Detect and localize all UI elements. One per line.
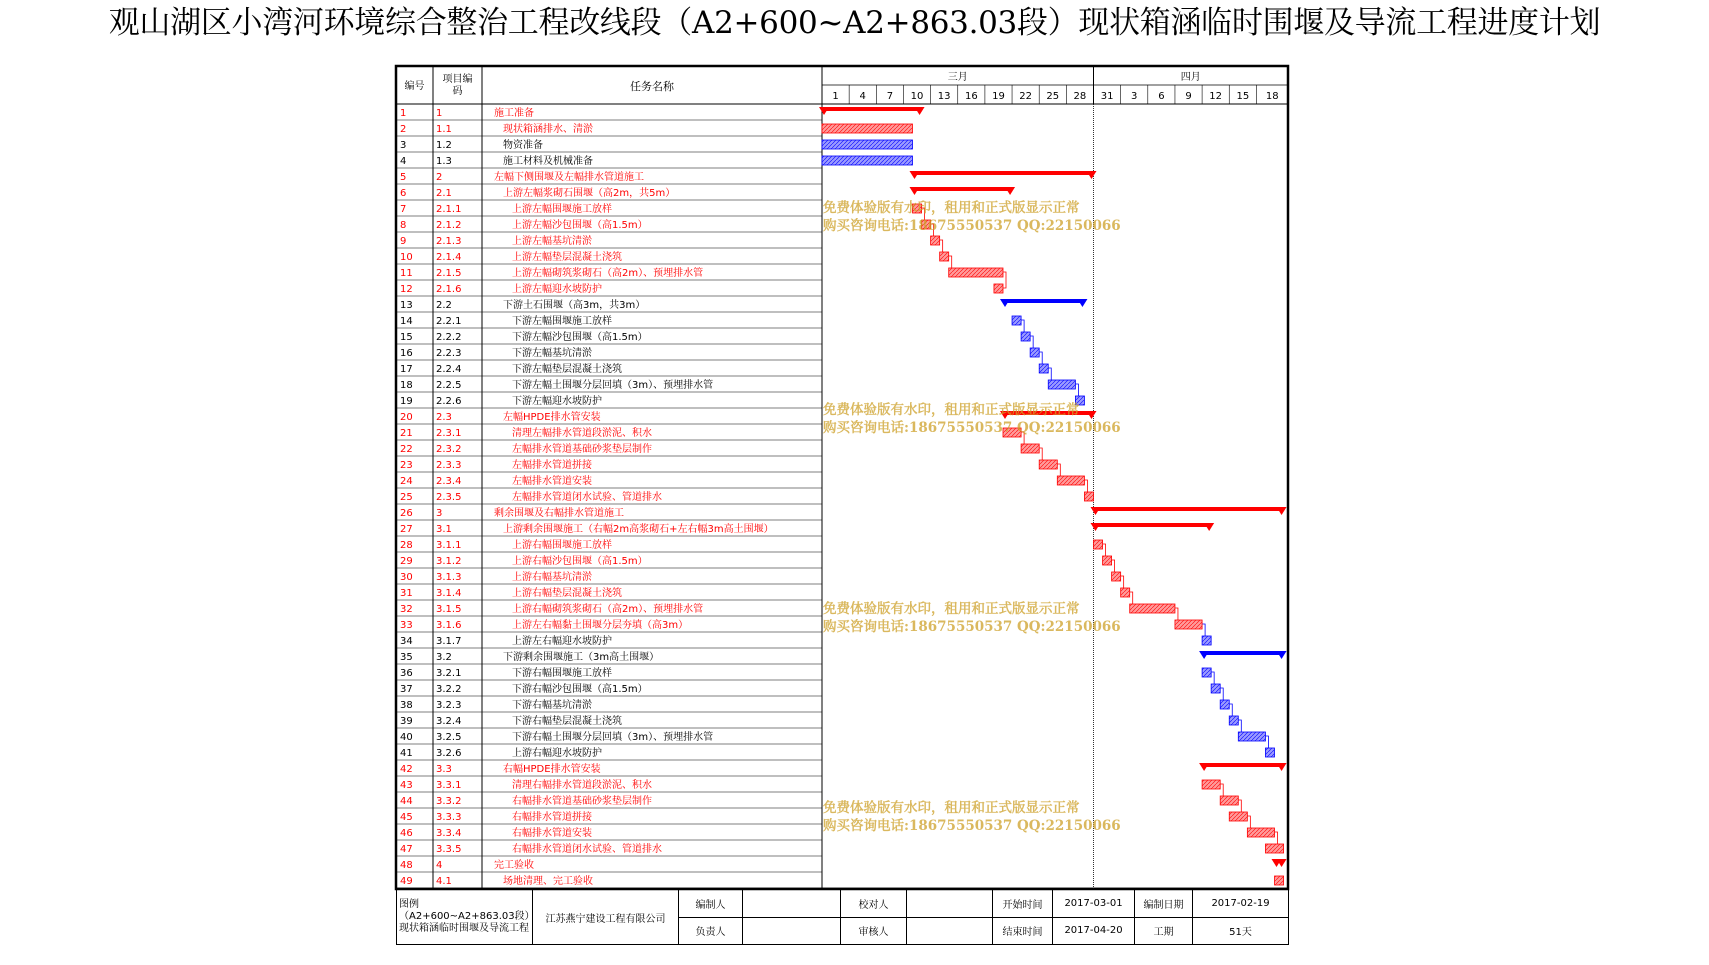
task-name: 左幅排水管道闭水试验、管道排水	[512, 492, 662, 503]
task-wbs: 3.1.3	[436, 572, 462, 583]
day-label: 10	[910, 91, 924, 102]
task-wbs: 3.2.4	[436, 716, 462, 727]
task-number: 7	[400, 204, 407, 215]
task-bar	[1021, 444, 1039, 453]
task-number: 10	[400, 252, 413, 263]
task-wbs: 3.2	[436, 652, 452, 663]
task-name: 下游左幅围堰施工放样	[512, 316, 612, 327]
column-header-task: 任务名称	[630, 80, 674, 93]
task-wbs: 3.2.5	[436, 732, 462, 743]
task-wbs: 1	[436, 108, 443, 119]
task-name: 剩余围堰及右幅排水管道施工	[494, 508, 624, 519]
task-name: 上游左幅迎水坡防护	[512, 284, 602, 295]
task-wbs: 4.1	[436, 876, 452, 887]
task-bar	[1048, 380, 1075, 389]
task-number: 18	[400, 380, 413, 391]
watermark: 免费体验版有水印，租用和正式版显示正常 购买咨询电话:18675550537 QQ:22150066	[823, 601, 1121, 635]
task-wbs: 3.3.3	[436, 812, 462, 823]
task-name: 左幅排水管道基础砂浆垫层制作	[512, 444, 652, 455]
task-wbs: 3.3.1	[436, 780, 462, 791]
summary-bar	[819, 107, 925, 115]
day-label: 15	[1236, 91, 1250, 102]
task-bar	[1112, 572, 1121, 581]
task-bar	[940, 252, 949, 261]
day-label: 22	[1019, 91, 1032, 102]
day-label: 4	[859, 91, 866, 102]
task-name: 场地清理、完工验收	[503, 876, 593, 887]
task-wbs: 3.3.2	[436, 796, 462, 807]
task-wbs: 2	[436, 172, 443, 183]
task-number: 23	[400, 460, 413, 471]
task-number: 15	[400, 332, 413, 343]
task-name: 下游右幅垫层混凝土浇筑	[512, 716, 622, 727]
task-name: 上游左幅基坑清淤	[512, 236, 592, 247]
day-label: 1	[832, 91, 839, 102]
task-number: 17	[400, 364, 413, 375]
task-wbs: 2.2.5	[436, 380, 462, 391]
column-header-wbs: 项目编	[442, 74, 473, 85]
task-name: 右幅排水管道拼接	[512, 812, 592, 823]
task-bar	[1238, 732, 1265, 741]
task-wbs: 2.2.6	[436, 396, 462, 407]
task-number: 31	[400, 588, 413, 599]
task-wbs: 1.2	[436, 140, 452, 151]
task-name: 上游右幅基坑清淤	[512, 572, 592, 583]
day-label: 28	[1073, 91, 1087, 102]
task-wbs: 3.1	[436, 524, 452, 535]
company-name: 江苏燕宁建设工程有限公司	[533, 890, 679, 945]
day-label: 3	[1131, 91, 1138, 102]
task-wbs: 2.1.2	[436, 220, 462, 231]
checker-label: 校对人	[841, 890, 907, 918]
task-name: 上游左幅砌筑浆砌石（高2m）、预埋排水管	[512, 268, 704, 279]
task-name: 下游右幅土围堰分层回填（3m）、预埋排水管	[512, 732, 714, 743]
task-wbs: 3.1.6	[436, 620, 462, 631]
task-bar	[822, 140, 913, 149]
task-number: 33	[400, 620, 413, 631]
task-wbs: 3.2.1	[436, 668, 462, 679]
task-name: 下游左幅基坑清淤	[512, 348, 592, 359]
task-wbs: 2.3.4	[436, 476, 462, 487]
checker-value	[907, 890, 993, 918]
task-number: 37	[400, 684, 413, 695]
task-wbs: 3.1.5	[436, 604, 462, 615]
task-name: 下游右幅沙包围堰（高1.5m）	[512, 684, 648, 695]
task-bar	[1121, 588, 1130, 597]
task-number: 1	[400, 108, 407, 119]
task-bar	[1220, 796, 1238, 805]
responsible-label: 负责人	[679, 917, 743, 945]
summary-bar	[1199, 651, 1286, 659]
task-number: 2	[400, 124, 407, 135]
task-bar	[931, 236, 940, 245]
task-bar	[1021, 332, 1030, 341]
task-wbs: 2.3.2	[436, 444, 462, 455]
task-name: 施工材料及机械准备	[503, 156, 593, 167]
task-name: 左幅HPDE排水管安装	[503, 412, 601, 423]
day-label: 16	[964, 91, 978, 102]
task-wbs: 2.3.1	[436, 428, 462, 439]
task-bar	[1265, 844, 1283, 853]
task-bar	[1039, 460, 1057, 469]
task-bar	[1202, 636, 1211, 645]
task-name: 下游右幅围堰施工放样	[512, 668, 612, 679]
day-label: 7	[886, 91, 894, 102]
task-number: 20	[400, 412, 413, 423]
task-wbs: 4	[436, 860, 443, 871]
task-number: 32	[400, 604, 413, 615]
task-wbs: 3.1.4	[436, 588, 462, 599]
preparer-label: 编制人	[679, 890, 743, 918]
task-number: 35	[400, 652, 413, 663]
task-number: 49	[400, 876, 413, 887]
task-number: 28	[400, 540, 413, 551]
task-number: 29	[400, 556, 413, 567]
task-number: 8	[400, 220, 407, 231]
task-name: 清理左幅排水管道段淤泥、积水	[512, 428, 652, 439]
task-bar	[1211, 684, 1220, 693]
task-number: 14	[400, 316, 413, 327]
task-number: 3	[400, 140, 407, 151]
task-number: 4	[400, 156, 407, 167]
task-wbs: 3.2.2	[436, 684, 462, 695]
title-block	[396, 889, 1288, 945]
day-label: 18	[1265, 91, 1279, 102]
task-name: 上游右幅垫层混凝土浇筑	[512, 588, 622, 599]
duration-label: 工期	[1135, 917, 1193, 945]
task-wbs: 2.1.5	[436, 268, 462, 279]
task-number: 43	[400, 780, 413, 791]
task-bar	[1103, 556, 1112, 565]
task-number: 24	[400, 476, 413, 487]
task-name: 下游左幅沙包围堰（高1.5m）	[512, 332, 648, 343]
task-name: 清理右幅排水管道段淤泥、积水	[512, 780, 652, 791]
task-name: 下游土石围堰（高3m，共3m）	[503, 300, 646, 311]
task-bar	[1247, 828, 1274, 837]
task-wbs: 1.1	[436, 124, 452, 135]
summary-bar	[910, 187, 1016, 195]
task-wbs: 1.3	[436, 156, 452, 167]
task-number: 16	[400, 348, 413, 359]
task-wbs: 2.1.6	[436, 284, 462, 295]
end-time-label: 结束时间	[993, 917, 1053, 945]
task-bar	[1275, 876, 1284, 885]
task-name: 上游右幅迎水坡防护	[512, 748, 602, 759]
task-bar	[1057, 476, 1084, 485]
task-name: 上游左右幅黏土围堰分层夯填（高3m）	[512, 620, 689, 631]
task-name: 上游剩余围堰施工（右幅2m高浆砌石+左右幅3m高土围堰）	[503, 524, 774, 535]
summary-bar	[1091, 523, 1215, 531]
prepared-date-label: 编制日期	[1135, 890, 1193, 918]
day-label: 25	[1046, 91, 1060, 102]
prepared-date-value: 2017-02-19	[1193, 890, 1289, 918]
task-number: 19	[400, 396, 413, 407]
task-name: 上游左幅浆砌石围堰（高2m，共5m）	[503, 188, 676, 199]
task-number: 48	[400, 860, 413, 871]
task-name: 现状箱涵排水、清淤	[503, 124, 593, 135]
month-label-april: 四月	[1180, 72, 1201, 83]
task-wbs: 3.3.5	[436, 844, 462, 855]
task-wbs: 2.1.1	[436, 204, 462, 215]
task-number: 46	[400, 828, 413, 839]
task-bar	[1229, 716, 1238, 725]
task-wbs: 2.1	[436, 188, 452, 199]
task-name: 右幅排水管道闭水试验、管道排水	[512, 844, 662, 855]
task-bar	[822, 124, 913, 133]
page-title: 观山湖区小湾河环境综合整治工程改线段（A2+600~A2+863.03段）现状箱涵临时围堰及导流工程进度计划	[108, 5, 1601, 41]
column-header-wbs: 码	[452, 86, 463, 97]
task-wbs: 2.2.4	[436, 364, 462, 375]
task-number: 9	[400, 236, 407, 247]
task-name: 上游左右幅迎水坡防护	[512, 636, 612, 647]
task-name: 右幅排水管道安装	[512, 828, 592, 839]
task-name: 下游左幅迎水坡防护	[512, 396, 602, 407]
task-bar	[1084, 492, 1093, 501]
legend-label: 图例	[399, 899, 419, 910]
start-time-label: 开始时间	[993, 890, 1053, 918]
task-number: 6	[400, 188, 407, 199]
task-wbs: 3.1.1	[436, 540, 462, 551]
task-number: 47	[400, 844, 413, 855]
task-wbs: 2.2.3	[436, 348, 462, 359]
day-label: 6	[1158, 91, 1165, 102]
task-number: 41	[400, 748, 413, 759]
task-name: 上游左幅沙包围堰（高1.5m）	[512, 220, 648, 231]
day-label: 13	[937, 91, 951, 102]
start-time-value: 2017-03-01	[1053, 890, 1135, 918]
task-wbs: 2.3	[436, 412, 452, 423]
end-time-value: 2017-04-20	[1053, 917, 1135, 945]
responsible-value	[743, 917, 841, 945]
column-header-no: 编号	[404, 81, 425, 92]
task-name: 右幅HPDE排水管安装	[503, 764, 601, 775]
task-name: 上游右幅围堰施工放样	[512, 540, 612, 551]
task-number: 27	[400, 524, 413, 535]
task-number: 40	[400, 732, 413, 743]
day-label: 19	[992, 91, 1005, 102]
task-name: 施工准备	[494, 108, 534, 119]
task-number: 34	[400, 636, 413, 647]
task-number: 11	[400, 268, 413, 279]
task-name: 上游左幅围堰施工放样	[512, 204, 612, 215]
task-number: 25	[400, 492, 413, 503]
task-wbs: 3.3.4	[436, 828, 462, 839]
task-wbs: 3.1.7	[436, 636, 462, 647]
task-wbs: 3	[436, 508, 443, 519]
task-number: 45	[400, 812, 413, 823]
task-bar	[1030, 348, 1039, 357]
preparer-value	[743, 890, 841, 918]
task-name: 上游右幅砌筑浆砌石（高2m）、预埋排水管	[512, 604, 704, 615]
project-name-cell	[397, 890, 533, 945]
summary-bar	[910, 171, 1097, 179]
task-name: 下游剩余围堰施工（3m高土围堰）	[503, 652, 660, 663]
task-bar	[1265, 748, 1274, 757]
task-number: 44	[400, 796, 413, 807]
task-name: 左幅下侧围堰及左幅排水管道施工	[494, 172, 644, 183]
day-label: 12	[1209, 91, 1223, 102]
task-wbs: 2.2	[436, 300, 452, 311]
duration-value: 51天	[1193, 917, 1289, 945]
task-name: 完工验收	[494, 860, 534, 871]
task-number: 22	[400, 444, 413, 455]
task-number: 13	[400, 300, 413, 311]
task-number: 36	[400, 668, 413, 679]
project-name: （A2+600~A2+863.03段）现状箱涵临时围堰及导流工程	[399, 911, 530, 934]
task-number: 26	[400, 508, 413, 519]
task-bar	[1012, 316, 1021, 325]
summary-bar	[1000, 299, 1087, 307]
task-number: 30	[400, 572, 413, 583]
task-bar	[1039, 364, 1048, 373]
task-bar	[1220, 700, 1229, 709]
task-wbs: 2.1.4	[436, 252, 462, 263]
task-name: 下游左幅垫层混凝土浇筑	[512, 364, 622, 375]
task-bar	[949, 268, 1003, 277]
watermark: 免费体验版有水印，租用和正式版显示正常 购买咨询电话:18675550537 QQ:22150066	[823, 200, 1121, 234]
task-bar	[1175, 620, 1202, 629]
watermark: 免费体验版有水印，租用和正式版显示正常 购买咨询电话:18675550537 QQ:22150066	[823, 800, 1121, 834]
task-bar	[1094, 540, 1103, 549]
task-number: 39	[400, 716, 413, 727]
task-number: 5	[400, 172, 407, 183]
task-wbs: 2.1.3	[436, 236, 462, 247]
task-wbs: 3.2.3	[436, 700, 462, 711]
task-bar	[994, 284, 1003, 293]
task-number: 42	[400, 764, 413, 775]
task-number: 21	[400, 428, 413, 439]
task-wbs: 2.3.3	[436, 460, 462, 471]
task-bar	[822, 156, 913, 165]
task-bar	[1130, 604, 1175, 613]
task-number: 38	[400, 700, 413, 711]
task-wbs: 3.3	[436, 764, 452, 775]
reviewer-value	[907, 917, 993, 945]
task-wbs: 2.2.1	[436, 316, 462, 327]
day-label: 31	[1100, 91, 1114, 102]
task-name: 左幅排水管道拼接	[512, 460, 592, 471]
task-name: 左幅排水管道安装	[512, 476, 592, 487]
reviewer-label: 审核人	[841, 917, 907, 945]
task-name: 下游右幅基坑清淤	[512, 700, 592, 711]
task-bar	[1202, 780, 1220, 789]
task-wbs: 2.3.5	[436, 492, 462, 503]
task-name: 上游右幅沙包围堰（高1.5m）	[512, 556, 648, 567]
task-wbs: 2.2.2	[436, 332, 462, 343]
task-bar	[1202, 668, 1211, 677]
summary-bar	[1199, 763, 1286, 771]
task-wbs: 3.1.2	[436, 556, 462, 567]
task-name: 下游左幅土围堰分层回填（3m）、预埋排水管	[512, 380, 714, 391]
summary-bar	[1272, 859, 1287, 867]
task-wbs: 3.2.6	[436, 748, 462, 759]
task-name: 物资准备	[503, 140, 543, 151]
task-number: 12	[400, 284, 413, 295]
summary-bar	[1091, 507, 1287, 515]
task-name: 上游左幅垫层混凝土浇筑	[512, 252, 622, 263]
task-name: 右幅排水管道基础砂浆垫层制作	[512, 796, 652, 807]
month-label-march: 三月	[947, 72, 968, 83]
day-label: 9	[1185, 91, 1192, 102]
watermark: 免费体验版有水印，租用和正式版显示正常 购买咨询电话:18675550537 QQ:22150066	[823, 402, 1121, 436]
task-bar	[1229, 812, 1247, 821]
